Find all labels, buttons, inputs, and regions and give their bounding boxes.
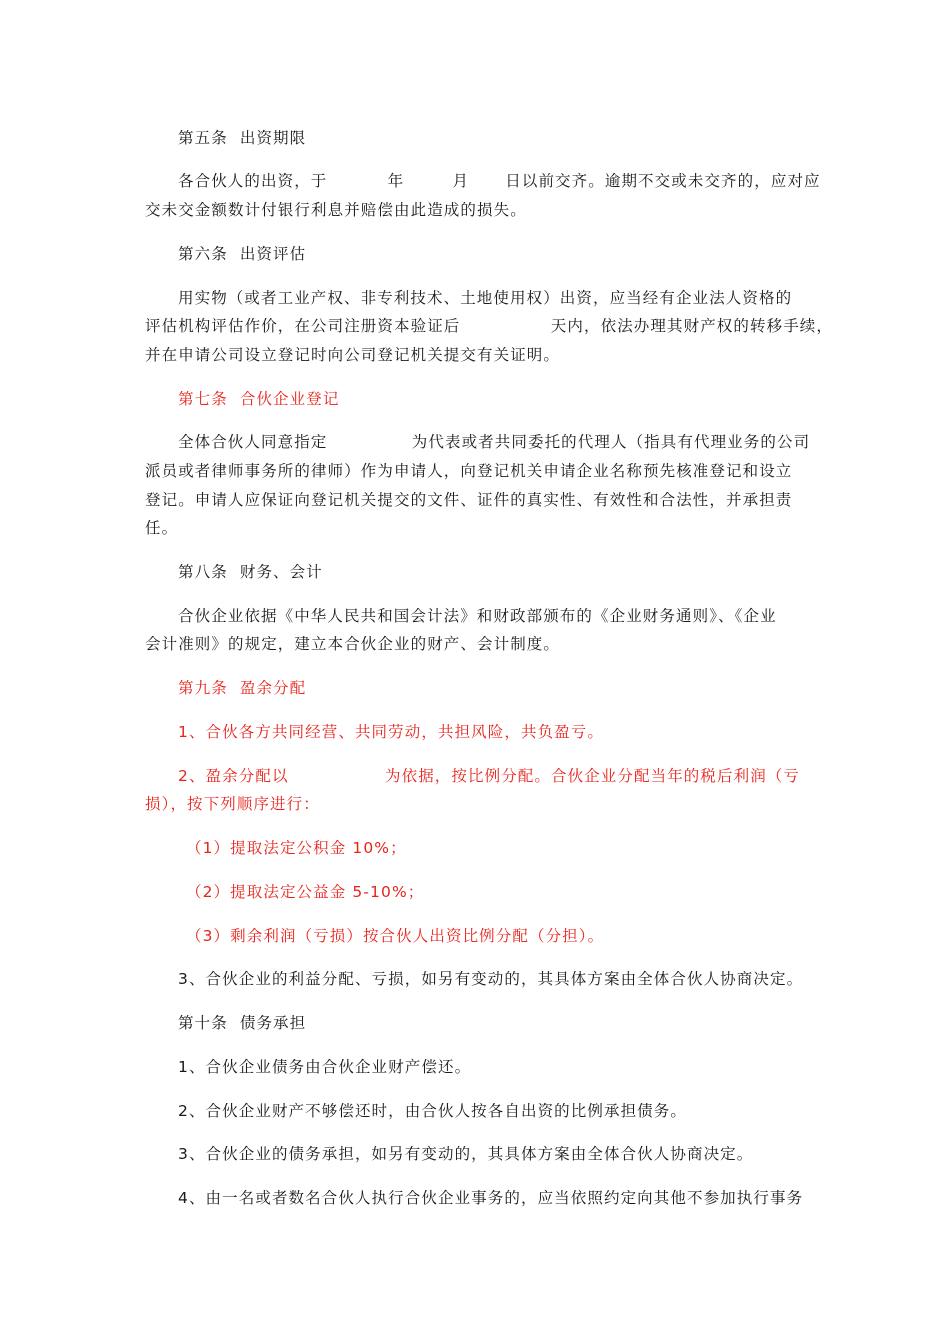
paragraph-line: 登记。申请人应保证向登记机关提交的文件、证件的真实性、有效性和合法性，并承担责 <box>145 491 793 509</box>
paragraph-line: 用实物（或者工业产权、非专利技术、土地使用权）出资，应当经有企业法人资格的 <box>178 289 793 307</box>
list-item: 3、合伙企业的利益分配、亏损，如另有变动的，其具体方案由全体合伙人协商决定。 <box>178 970 804 988</box>
list-item: 2、盈余分配以 为依据，按比例分配。合伙企业分配当年的税后利润（亏 <box>178 767 800 785</box>
paragraph-line: 派员或者律师事务所的律师）作为申请人，向登记机关申请企业名称预先核准登记和设立 <box>145 462 793 480</box>
paragraph-line: 损），按下列顺序进行： <box>145 795 320 813</box>
list-item: 2、合伙企业财产不够偿还时，由合伙人按各自出资的比例承担债务。 <box>178 1102 687 1120</box>
paragraph-line: 交未交金额数计付银行利息并赔偿由此造成的损失。 <box>145 201 527 219</box>
paragraph-line: 评估机构评估作价，在公司注册资本验证后 天内，依法办理其财产权的转移手续， <box>145 317 834 335</box>
sub-list-item: （2）提取法定公益金 5-10%； <box>186 883 425 901</box>
article-8-heading: 第八条 财务、会计 <box>178 563 323 581</box>
article-10-heading: 第十条 债务承担 <box>178 1014 307 1032</box>
paragraph-line: 并在申请公司设立登记时向公司登记机关提交有关证明。 <box>145 346 561 364</box>
article-5-heading: 第五条 出资期限 <box>178 129 307 147</box>
paragraph-line: 任。 <box>145 519 179 537</box>
list-item: 1、合伙各方共同经营、共同劳动，共担风险，共负盈亏。 <box>178 723 604 741</box>
sub-list-item: （3）剩余利润（亏损）按合伙人出资比例分配（分担）。 <box>186 927 605 945</box>
paragraph-line: 合伙企业依据《中华人民共和国会计法》和财政部颁布的《企业财务通则》、《企业 <box>178 607 777 625</box>
article-7-heading: 第七条 合伙企业登记 <box>178 390 340 408</box>
list-item: 1、合伙企业债务由合伙企业财产偿还。 <box>178 1058 472 1076</box>
paragraph-line: 全体合伙人同意指定 为代表或者共同委托的代理人（指具有代理业务的公司 <box>178 433 811 451</box>
list-item: 3、合伙企业的债务承担，如另有变动的，其具体方案由全体合伙人协商决定。 <box>178 1145 754 1163</box>
paragraph-line: 会计准则》的规定，建立本合伙企业的财产、会计制度。 <box>145 635 561 653</box>
list-item: 4、由一名或者数名合伙人执行合伙企业事务的，应当依照约定向其他不参加执行事务 <box>178 1189 804 1207</box>
sub-list-item: （1）提取法定公积金 10%； <box>186 839 407 857</box>
paragraph-line: 各合伙人的出资，于 年 月 日以前交齐。逾期不交或未交齐的，应对应 <box>178 172 821 190</box>
article-6-heading: 第六条 出资评估 <box>178 245 307 263</box>
article-9-heading: 第九条 盈余分配 <box>178 679 307 697</box>
